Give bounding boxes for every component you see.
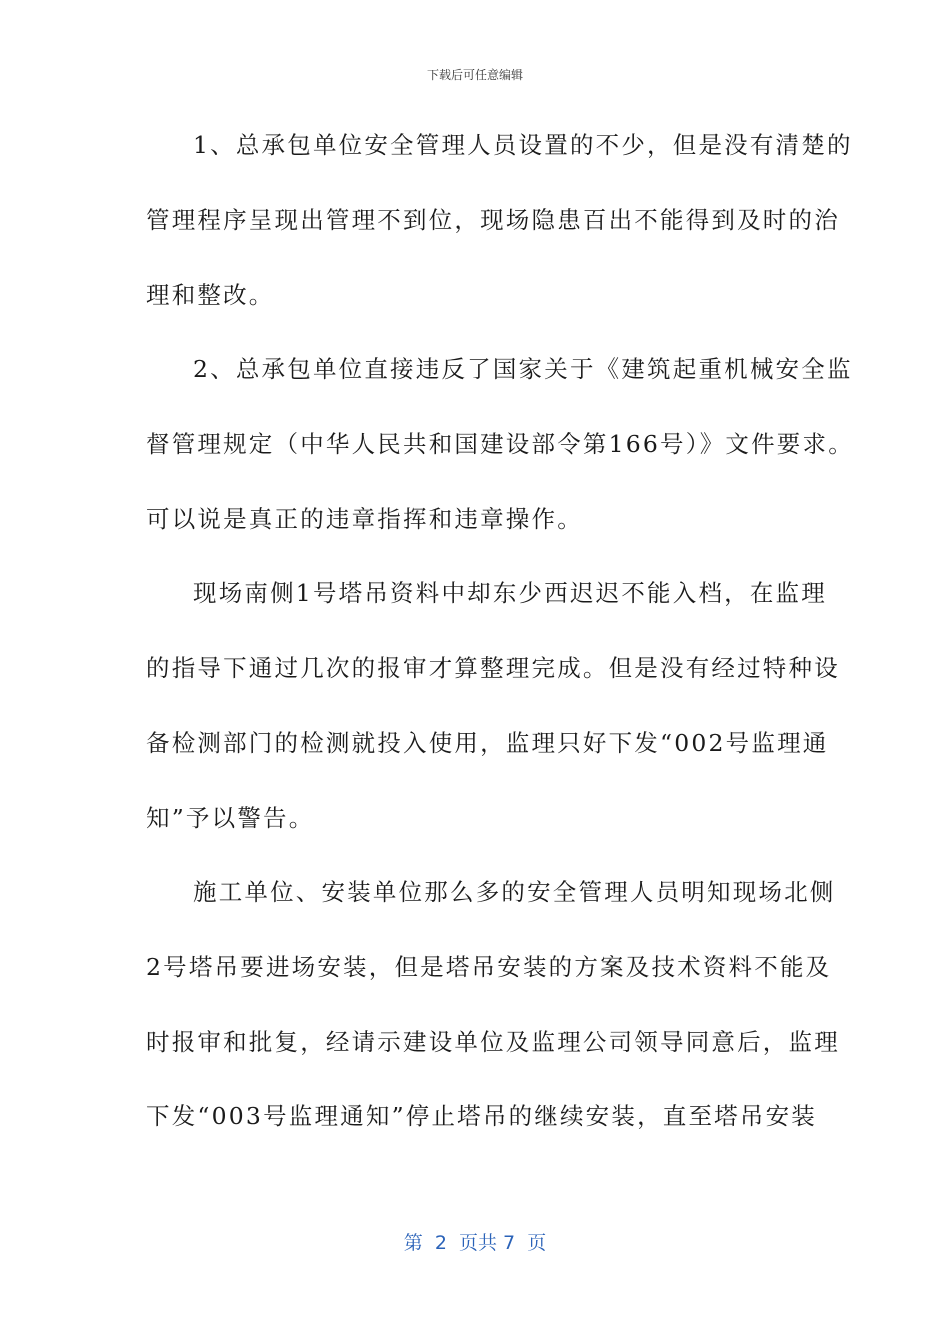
body-line-10: 知”予以警告。 [146, 804, 315, 832]
body-line-6: 可以说是真正的违章指挥和违章操作。 [146, 505, 583, 533]
body-line-4: 2、总承包单位直接违反了国家关于《建筑起重机械安全监 [193, 355, 853, 383]
body-line-3: 理和整改。 [146, 281, 275, 309]
body-line-1: 1、总承包单位安全管理人员设置的不少，但是没有清楚的 [193, 131, 853, 159]
body-line-5: 督管理规定（中华人民共和国建设部令第166号）》文件要求。 [146, 430, 854, 458]
body-line-12: 2号塔吊要进场安装，但是塔吊安装的方案及技术资料不能及 [146, 953, 832, 981]
body-line-14: 下发“003号监理通知”停止塔吊的继续安装，直至塔吊安装 [146, 1102, 817, 1130]
body-line-7: 现场南侧1号塔吊资料中却东少西迟迟不能入档，在监理 [193, 579, 827, 607]
page-number-footer: 第 2 页共 7 页 [403, 1232, 547, 1254]
body-line-8: 的指导下通过几次的报审才算整理完成。但是没有经过特种设 [146, 654, 840, 682]
body-line-11: 施工单位、安装单位那么多的安全管理人员明知现场北侧 [193, 878, 836, 906]
body-line-2: 管理程序呈现出管理不到位，现场隐患百出不能得到及时的治 [146, 206, 840, 234]
body-line-13: 时报审和批复，经请示建设单位及监理公司领导同意后，监理 [146, 1028, 840, 1056]
page-header: 下载后可任意编辑 [426, 68, 523, 82]
body-line-9: 备检测部门的检测就投入使用，监理只好下发“002号监理通 [146, 729, 829, 757]
